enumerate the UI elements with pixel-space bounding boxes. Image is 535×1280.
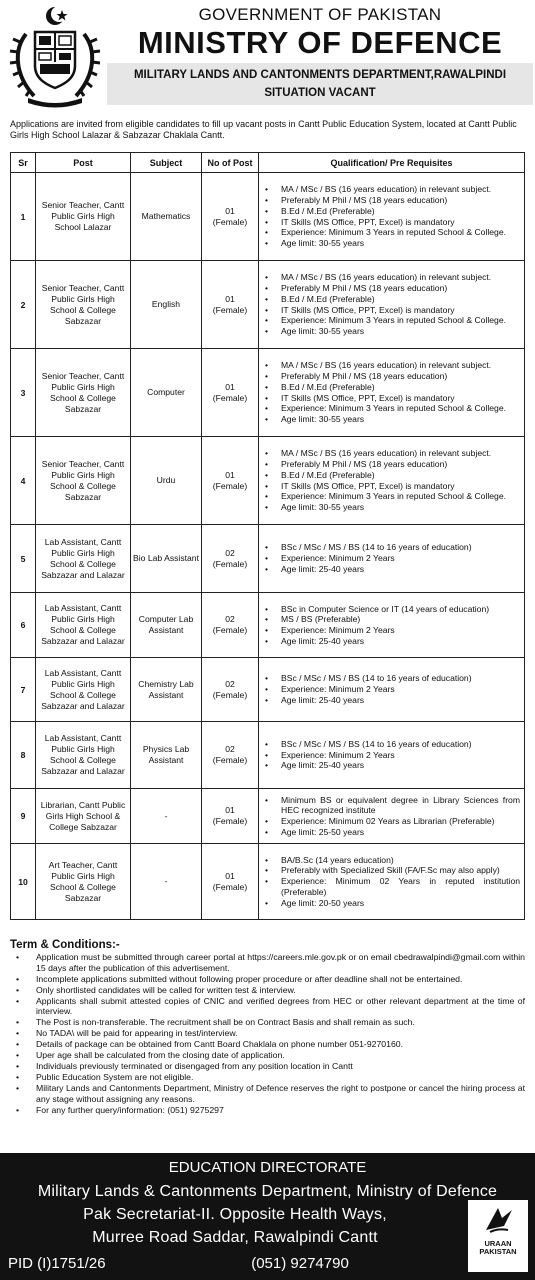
qualification-item: • Minimum BS or equivalent degree in Library Sciences from HEC recognized institute	[281, 795, 522, 816]
qualification-item: • MS / BS (Preferable)	[281, 614, 522, 625]
row-qualifications	[259, 593, 525, 658]
qualification-item: • IT Skills (MS Office, PPT, Excel) is mandatory	[281, 305, 522, 316]
post-count: 02	[225, 744, 235, 754]
row-sr: 4	[11, 437, 36, 525]
post-gender: (Female)	[212, 816, 248, 826]
row-subject: Mathematics	[131, 173, 202, 261]
row-post: Lab Assistant, Cantt Public Girls High School & College Sabzazar and Lalazar	[36, 722, 131, 789]
post-gender: (Female)	[212, 392, 248, 403]
qualification-item: • B.Ed / M.Ed (Preferable)	[281, 206, 522, 217]
post-gender: (Female)	[212, 881, 248, 892]
qualification-item: • Preferably with Specialized Skill (FA/F.Sc may also apply)	[281, 865, 522, 876]
term-item: • Uper age shall be calculated from the closing date of application.	[36, 1050, 525, 1061]
row-sr: 1	[11, 173, 36, 261]
post-gender: (Female)	[212, 755, 248, 765]
table-row	[11, 437, 525, 525]
state-emblem-icon	[6, 4, 104, 108]
row-no-of-post	[202, 437, 259, 525]
term-item: • For any further query/information: (051) 9275297	[36, 1105, 525, 1116]
row-no-of-post	[202, 593, 259, 658]
qualification-item: • IT Skills (MS Office, PPT, Excel) is mandatory	[281, 217, 522, 228]
qualification-item: • Experience: Minimum 3 Years in reputed School & College.	[281, 227, 522, 238]
qualification-item: • Experience: Minimum 3 Years in reputed School & College.	[281, 491, 522, 502]
qualification-item: • Age limit: 30-55 years	[281, 502, 522, 513]
qualification-list	[261, 360, 522, 424]
row-post: Senior Teacher, Cantt Public Girls High School & College Sabzazar	[36, 437, 131, 525]
post-count: 01	[225, 870, 235, 881]
term-item: • The Post is non-transferable. The recruitment shall be on Contract Basis and shall remain as such.	[36, 1017, 525, 1028]
table-row	[11, 789, 525, 844]
terms-title: Term & Conditions:-	[10, 939, 120, 951]
table-row	[11, 173, 525, 261]
row-post: Senior Teacher, Cantt Public Girls High School & College Sabzazar	[36, 261, 131, 349]
qualification-item: • Experience: Minimum 2 Years	[281, 684, 522, 695]
qualification-item: • BSc in Computer Science or IT (14 years of education)	[281, 604, 522, 615]
row-sr: 10	[11, 844, 36, 920]
qualification-item: • Age limit: 30-55 years	[281, 238, 522, 249]
header-post: Post	[36, 153, 131, 173]
qualification-list	[261, 673, 522, 705]
post-count: 01	[225, 205, 235, 216]
qualification-item: • MA / MSc / BS (16 years education) in relevant subject.	[281, 360, 522, 371]
department-name: MILITARY LANDS AND CANTONMENTS DEPARTMENT,RAWALPINDI	[133, 69, 507, 81]
qualification-item: • Age limit: 25-40 years	[281, 760, 522, 771]
pid-number: PID (I)1751/26	[8, 1255, 106, 1272]
qualification-item: • Experience: Minimum 3 Years in reputed School & College.	[281, 315, 522, 326]
post-count: 01	[225, 805, 235, 815]
logo-text: URAAN PAKISTAN	[479, 1239, 517, 1256]
header-no-of-post: No of Post	[202, 153, 259, 173]
post-gender: (Female)	[212, 625, 248, 635]
qualification-item: • IT Skills (MS Office, PPT, Excel) is mandatory	[281, 393, 522, 404]
row-no-of-post	[202, 349, 259, 437]
qualification-item: • Age limit: 25-40 years	[281, 636, 522, 647]
row-subject: Computer	[131, 349, 202, 437]
table-row	[11, 261, 525, 349]
row-post: Lab Assistant, Cantt Public Girls High School & College Sabzazar and Lalazar	[36, 593, 131, 658]
row-qualifications	[259, 525, 525, 593]
qualification-list	[261, 739, 522, 771]
qualification-item: • BSc / MSc / MS / BS (14 to 16 years of education)	[281, 739, 522, 750]
row-no-of-post	[202, 722, 259, 789]
post-count: 01	[225, 469, 235, 480]
row-sr: 9	[11, 789, 36, 844]
qualification-list	[261, 542, 522, 574]
qualification-item: • B.Ed / M.Ed (Preferable)	[281, 382, 522, 393]
qualification-item: • Age limit: 30-55 years	[281, 326, 522, 337]
row-post: Art Teacher, Cantt Public Girls High School & College Sabzazar	[36, 844, 131, 920]
post-gender: (Female)	[212, 480, 248, 491]
term-item: • Application must be submitted through career portal at https://careers.mle.gov.pk or on email cbedrawalpindi@gmail.com within 15 days after the publication of this advertisement.	[36, 952, 525, 974]
row-no-of-post	[202, 173, 259, 261]
row-qualifications	[259, 261, 525, 349]
qualification-item: • Preferably M Phil / MS (18 years education)	[281, 459, 522, 470]
row-qualifications	[259, 658, 525, 722]
qualification-item: • MA / MSc / BS (16 years education) in relevant subject.	[281, 184, 522, 195]
row-subject: Chemistry Lab Assistant	[131, 658, 202, 722]
terms-section	[10, 940, 525, 1116]
table-row	[11, 593, 525, 658]
qualification-item: • IT Skills (MS Office, PPT, Excel) is mandatory	[281, 481, 522, 492]
vacancies-table	[10, 152, 525, 920]
table-row	[11, 349, 525, 437]
footer	[0, 1153, 535, 1280]
qualification-item: • Experience: Minimum 2 Years	[281, 750, 522, 761]
qualification-item: • Age limit: 25-40 years	[281, 564, 522, 575]
row-post: Lab Assistant, Cantt Public Girls High School & College Sabzazar and Lalazar	[36, 525, 131, 593]
row-no-of-post	[202, 844, 259, 920]
qualification-item: • Age limit: 25-40 years	[281, 695, 522, 706]
qualification-item: • Experience: Minimum 02 Years in reputed institution (Preferable)	[281, 876, 522, 897]
row-post: Lab Assistant, Cantt Public Girls High School & College Sabzazar and Lalazar	[36, 658, 131, 722]
table-row	[11, 722, 525, 789]
header-qualification: Qualification/ Pre Requisites	[259, 153, 525, 173]
table-row	[11, 658, 525, 722]
header-subject: Subject	[131, 153, 202, 173]
qualification-item: • Experience: Minimum 2 Years	[281, 625, 522, 636]
post-count: 02	[225, 678, 235, 689]
table-header-row	[11, 153, 525, 173]
qualification-item: • Preferably M Phil / MS (18 years education)	[281, 371, 522, 382]
qualification-item: • Age limit: 20-50 years	[281, 898, 522, 909]
row-qualifications	[259, 349, 525, 437]
uraan-pakistan-logo	[468, 1200, 528, 1272]
terms-list	[10, 952, 525, 1116]
department-band	[107, 63, 533, 105]
qualification-item: • Preferably M Phil / MS (18 years education)	[281, 283, 522, 294]
row-subject: Computer Lab Assistant	[131, 593, 202, 658]
row-subject: -	[131, 789, 202, 844]
post-gender: (Female)	[212, 689, 248, 700]
qualification-item: • BSc / MSc / MS / BS (14 to 16 years of education)	[281, 542, 522, 553]
situation-vacant-heading: SITUATION VACANT	[264, 87, 376, 99]
qualification-list	[261, 184, 522, 248]
post-count: 01	[225, 381, 235, 392]
footer-address-line-3: Murree Road Saddar, Rawalpindi Cantt	[92, 1229, 378, 1246]
qualification-list	[261, 795, 522, 838]
qualification-list	[261, 604, 522, 647]
qualification-item: • B.Ed / M.Ed (Preferable)	[281, 470, 522, 481]
row-subject: Bio Lab Assistant	[131, 525, 202, 593]
qualification-item: • BSc / MSc / MS / BS (14 to 16 years of education)	[281, 673, 522, 684]
row-subject: -	[131, 844, 202, 920]
qualification-item: • Age limit: 30-55 years	[281, 414, 522, 425]
header-sr: Sr	[11, 153, 36, 173]
row-qualifications	[259, 173, 525, 261]
post-count: 02	[225, 547, 235, 558]
term-item: • Incomplete applications submitted without following proper procedure or after deadline shall not be entertained.	[36, 974, 525, 985]
header	[0, 0, 535, 112]
row-subject: Urdu	[131, 437, 202, 525]
row-post: Senior Teacher, Cantt Public Girls High School Lalazar	[36, 173, 131, 261]
row-sr: 2	[11, 261, 36, 349]
qualification-item: • BA/B.Sc (14 years education)	[281, 855, 522, 866]
term-item: • Public Education System are not eligible.	[36, 1072, 525, 1083]
ministry-title: MINISTRY OF DEFENCE	[137, 25, 503, 60]
post-count: 02	[225, 614, 235, 624]
row-sr: 6	[11, 593, 36, 658]
row-qualifications	[259, 789, 525, 844]
row-post: Librarian, Cantt Public Girls High School & College Sabzazar	[36, 789, 131, 844]
row-no-of-post	[202, 261, 259, 349]
row-sr: 7	[11, 658, 36, 722]
row-subject: Physics Lab Assistant	[131, 722, 202, 789]
row-sr: 5	[11, 525, 36, 593]
row-sr: 3	[11, 349, 36, 437]
term-item: • Only shortlisted candidates will be called for written test & interview.	[36, 985, 525, 996]
qualification-item: • Preferably M Phil / MS (18 years education)	[281, 195, 522, 206]
row-sr: 8	[11, 722, 36, 789]
bird-icon	[468, 1200, 528, 1240]
qualification-item: • Experience: Minimum 02 Years as Librarian (Preferable)	[281, 816, 522, 827]
qualification-item: • Experience: Minimum 3 Years in reputed School & College.	[281, 403, 522, 414]
qualification-list	[261, 448, 522, 512]
qualification-item: • Age limit: 25-50 years	[281, 827, 522, 838]
education-directorate: EDUCATION DIRECTORATE	[168, 1159, 367, 1176]
footer-phone: (051) 9274790	[251, 1255, 349, 1272]
row-qualifications	[259, 844, 525, 920]
row-no-of-post	[202, 789, 259, 844]
qualification-list	[261, 272, 522, 336]
term-item: • No TADA\ will be paid for appearing in test/interview.	[36, 1028, 525, 1039]
term-item: • Individuals previously terminated or disengaged from any position location in Cantt	[36, 1061, 525, 1072]
post-count: 01	[225, 293, 235, 304]
qualification-item: • MA / MSc / BS (16 years education) in relevant subject.	[281, 272, 522, 283]
table-row	[11, 525, 525, 593]
qualification-item: • B.Ed / M.Ed (Preferable)	[281, 294, 522, 305]
qualification-item: • MA / MSc / BS (16 years education) in relevant subject.	[281, 448, 522, 459]
intro-text: Applications are invited from eligible candidates to fill up vacant posts in Cantt Public Education System, located at Cantt Public Girls High School Lalazar & Sabzazar Chaklala Cantt.	[10, 119, 517, 140]
term-item: • Details of package can be obtained from Cantt Board Chaklala on phone number 051-9270160.	[36, 1039, 525, 1050]
row-post: Senior Teacher, Cantt Public Girls High School & College Sabzazar	[36, 349, 131, 437]
term-item: • Applicants shall submit attested copies of CNIC and verified degrees from HEC or other relevant department at the time of interview.	[36, 996, 525, 1018]
qualification-item: • Experience: Minimum 2 Years	[281, 553, 522, 564]
post-gender: (Female)	[212, 304, 248, 315]
table-row	[11, 844, 525, 920]
row-qualifications	[259, 722, 525, 789]
qualification-list	[261, 855, 522, 909]
row-no-of-post	[202, 658, 259, 722]
post-gender: (Female)	[212, 216, 248, 227]
footer-address-line-1: Military Lands & Cantonments Department, Ministry of Defence	[37, 1183, 498, 1200]
footer-address-line-2: Pak Secretariat-II. Opposite Health Ways,	[83, 1206, 387, 1223]
row-qualifications	[259, 437, 525, 525]
post-gender: (Female)	[212, 558, 248, 569]
row-no-of-post	[202, 525, 259, 593]
term-item: • Military Lands and Cantonments Department, Ministry of Defence reserves the right to postpone or cancel the hiring process at any stage without assigning any reasons.	[36, 1083, 525, 1105]
government-title: GOVERNMENT OF PAKISTAN	[198, 5, 442, 24]
row-subject: English	[131, 261, 202, 349]
